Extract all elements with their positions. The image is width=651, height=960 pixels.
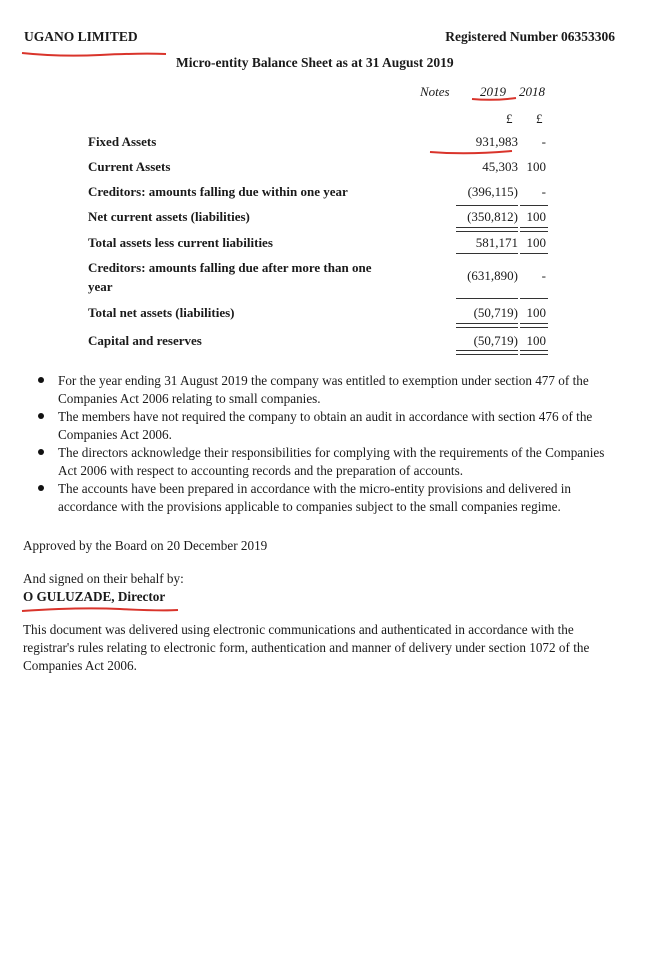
rule [520,227,548,228]
col-2018: 2018 [519,84,545,99]
value-2018: - [541,134,546,149]
col-notes: Notes [420,84,450,99]
rule [456,327,518,328]
list-item: The directors acknowledge their responsibilities for complying with the requirements of the Companies Act 2006 with respect to accounting records and the preparation of accounts. [36,444,611,480]
value-2018: 100 [526,235,546,250]
value-2019: 45,303 [482,159,518,174]
row-label: Fixed Assets [88,134,157,149]
rule [456,298,518,299]
value-2019: (350,812) [467,209,518,224]
value-2019: (50,719) [473,333,518,348]
row-label: Current Assets [88,159,171,174]
rule [456,323,518,324]
col-2019: 2019 [480,84,506,99]
rule [520,350,548,351]
value-2018: 100 [526,209,546,224]
currency-2018: £ [536,111,543,126]
list-item: For the year ending 31 August 2019 the company was entitled to exemption under section 477 of the Companies Act 2006 relating to small companies. [36,372,611,408]
row-label: Creditors: amounts falling due within one year [88,184,348,199]
value-2019: (396,115) [467,184,518,199]
list-item: The members have not required the company to obtain an audit in accordance with section 476 of the Companies Act 2006. [36,408,611,444]
approval-text: Approved by the Board on 20 December 2019 [23,538,268,553]
value-2018: 100 [526,159,546,174]
registered-number: Registered Number 06353306 [445,29,615,44]
row-label: Total net assets (liabilities) [88,305,235,320]
red-underline-2019 [470,95,518,103]
value-2018: - [541,184,546,199]
rule [520,354,548,355]
value-2019: (631,890) [467,268,518,283]
rule [520,298,548,299]
page-title: Micro-entity Balance Sheet as at 31 August 2019 [176,55,454,70]
red-underline-company [20,47,170,59]
red-underline-fixed-assets [428,147,514,157]
footer-note: This document was delivered using electronic communications and authenticated in accordance with the registrar's rules relating to electronic form, authentication and manner of delivery under section 1072 of the Companies Act 2006. [23,622,590,673]
value-2019: (50,719) [473,305,518,320]
statement-list [36,372,611,516]
value-2018: 100 [526,305,546,320]
rule [456,205,518,206]
rule [456,231,518,232]
row-label: Creditors: amounts falling due after more than one [88,260,372,275]
red-underline-signatory [20,605,180,615]
rule [456,227,518,228]
row-label: Net current assets (liabilities) [88,209,250,224]
signed-intro: And signed on their behalf by: [23,571,184,586]
rule [520,205,548,206]
list-item: The accounts have been prepared in accordance with the micro-entity provisions and delivered in accordance with the provisions applicable to companies subject to the small companies regime. [36,480,611,516]
value-2018: - [541,268,546,283]
currency-2019: £ [506,111,513,126]
rule [520,327,548,328]
rule [456,253,518,254]
rule [520,231,548,232]
row-label-continued: year [88,279,113,294]
signatory: O GULUZADE, Director [23,589,166,604]
rule [456,350,518,351]
row-label: Total assets less current liabilities [88,235,273,250]
value-2019: 581,171 [475,235,518,250]
rule [520,253,548,254]
company-name: UGANO LIMITED [24,29,138,44]
value-2019: 931,983 [475,134,518,149]
row-label: Capital and reserves [88,333,202,348]
value-2018: 100 [526,333,546,348]
rule [456,354,518,355]
rule [520,323,548,324]
